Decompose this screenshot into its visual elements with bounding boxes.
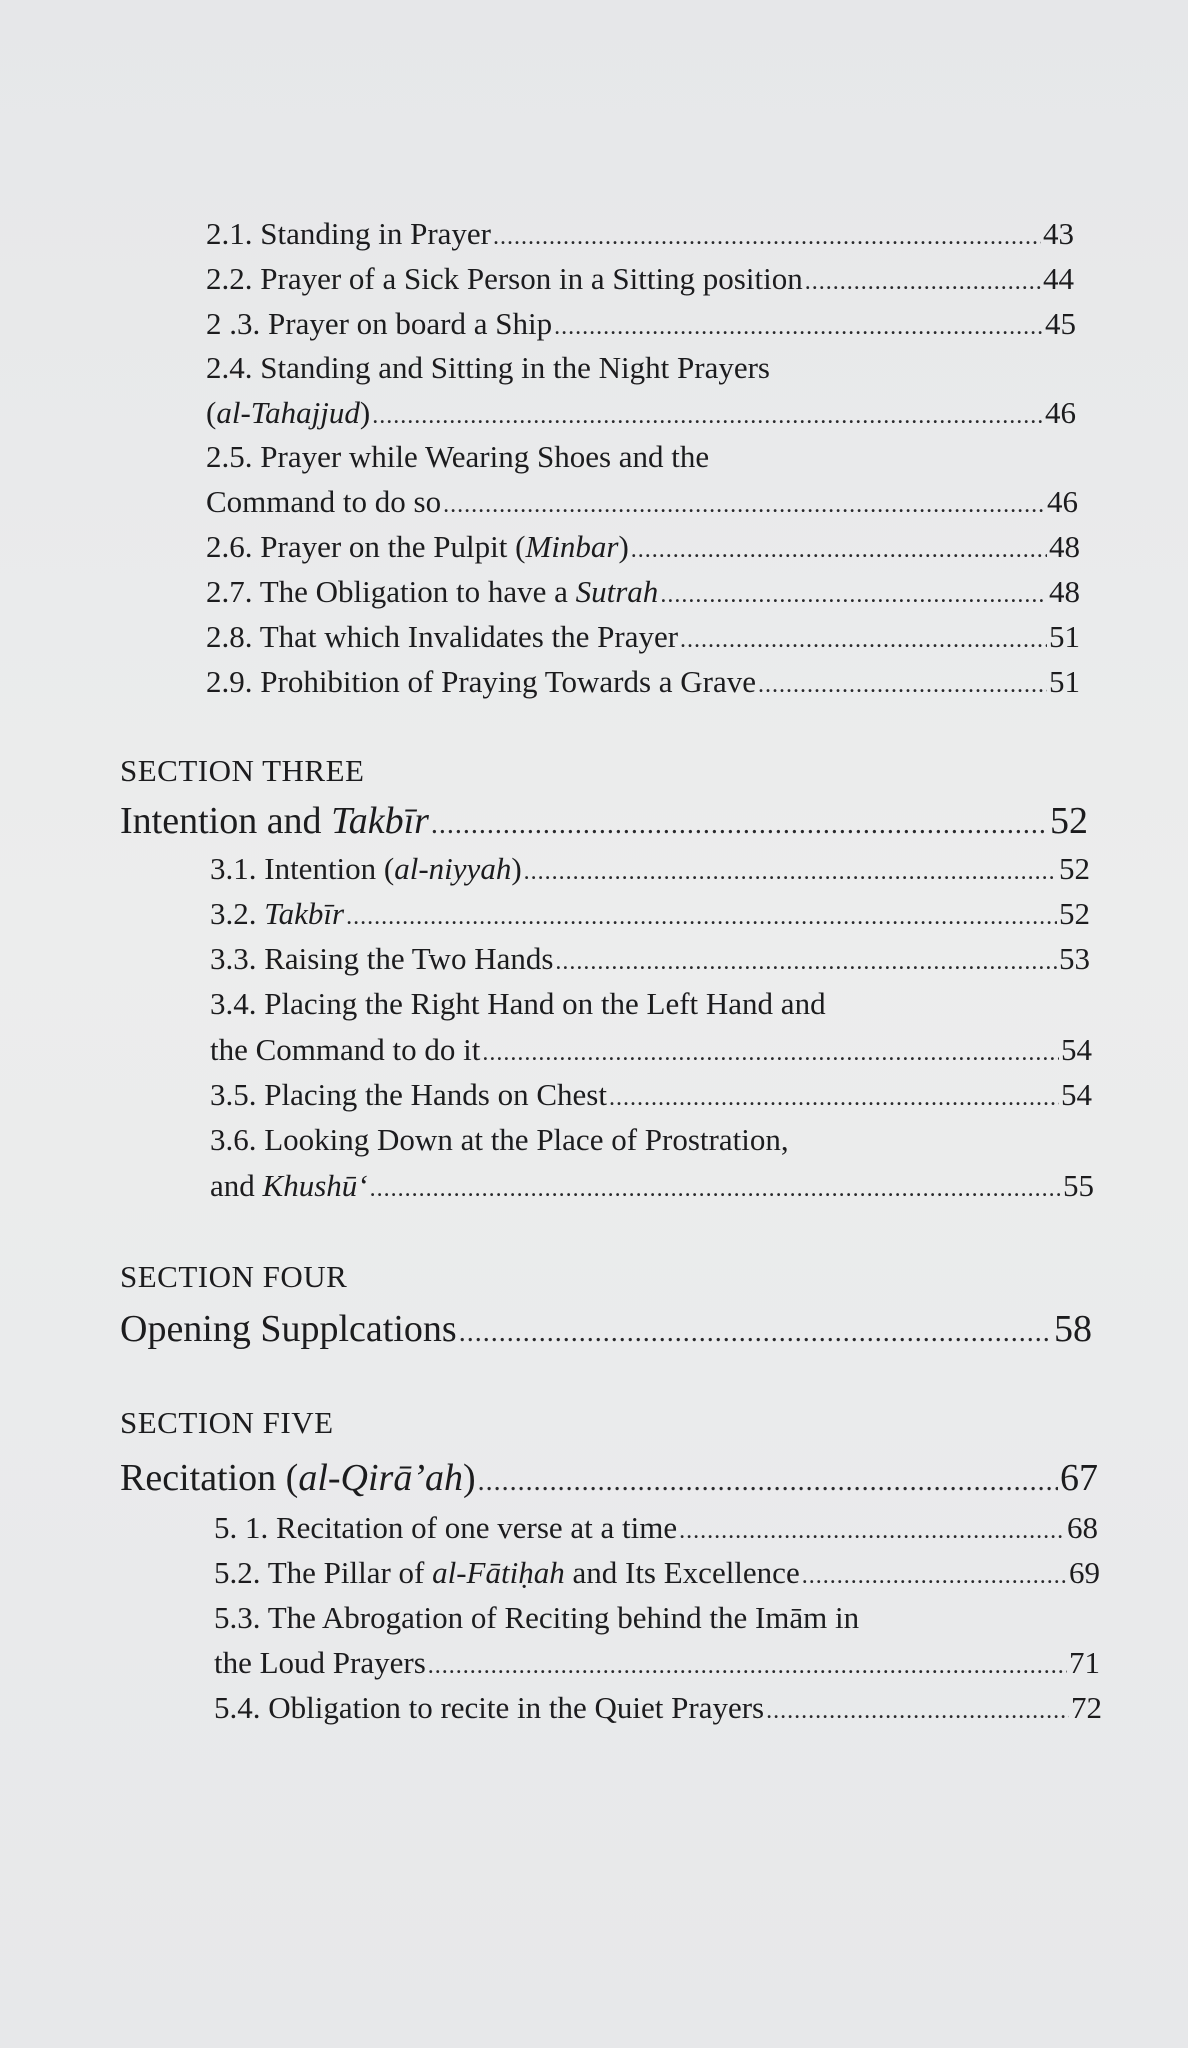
dot-leader [758, 665, 1047, 705]
toc-entry-2-8 [206, 617, 1080, 657]
entry-label: 2.2. Prayer of a Sick Person in a Sitting position [206, 261, 803, 296]
title-prefix: Recitation ( [120, 1457, 299, 1499]
toc-entry-2-1 [206, 214, 1074, 254]
toc-entry-2-2 [206, 259, 1074, 299]
page-number: 58 [1054, 1308, 1092, 1350]
toc-entry-2-7 [206, 572, 1080, 612]
page-number: 68 [1067, 1510, 1098, 1545]
dot-leader [555, 942, 1057, 982]
dot-leader [493, 217, 1041, 257]
page-number: 45 [1045, 306, 1076, 341]
page-number: 51 [1049, 619, 1080, 654]
dot-leader [478, 1458, 1058, 1506]
entry-label: 2 .3. Prayer on board a Ship [206, 306, 553, 341]
toc-entry-2-6 [206, 527, 1080, 567]
section-title [120, 1454, 476, 1502]
page-number: 48 [1049, 574, 1080, 609]
toc-entry-2-3 [206, 304, 1076, 344]
page-number: 54 [1061, 1032, 1092, 1067]
toc-entry-3-4 [210, 1030, 1092, 1070]
label-italic: al-Tahajjud [216, 395, 360, 430]
entry-label [206, 572, 658, 612]
entry-label [210, 1166, 368, 1206]
dot-leader [346, 897, 1057, 937]
entry-label [214, 1553, 800, 1593]
toc-entry-3-5 [210, 1075, 1092, 1115]
title-suffix: ) [463, 1457, 476, 1499]
title-italic: Takbīr [331, 800, 429, 842]
toc-entry-3-4-line1: 3.4. Placing the Right Hand on the Left Hand and [210, 986, 826, 1021]
section-five-heading: SECTION FIVE [120, 1405, 334, 1440]
toc-entry-3-6 [210, 1166, 1094, 1206]
title-prefix: Intention and [120, 800, 332, 842]
dot-leader [554, 307, 1043, 347]
label-suffix: ) [359, 395, 371, 430]
entry-label: Command to do so [206, 484, 442, 519]
page-number: 46 [1047, 484, 1078, 519]
dot-leader [609, 1078, 1059, 1118]
toc-entry-2-5-line1: 2.5. Prayer while Wearing Shoes and the [206, 439, 710, 474]
dot-leader [443, 485, 1045, 525]
page-number: 48 [1049, 529, 1080, 564]
toc-entry-5-3-line1: 5.3. The Abrogation of Reciting behind the Imām in [214, 1600, 860, 1635]
toc-entry-5-4 [214, 1688, 1102, 1728]
label-prefix: 3.1. Intention ( [210, 851, 395, 886]
dot-leader [660, 575, 1047, 615]
dot-leader [805, 262, 1041, 302]
toc-entry-5-1 [214, 1508, 1098, 1548]
label-italic: al-Fātiḥah [432, 1555, 565, 1590]
page-number: 71 [1069, 1645, 1100, 1680]
toc-entry-2-4 [206, 393, 1076, 433]
entry-label: 2.1. Standing in Prayer [206, 216, 491, 251]
page-number: 43 [1043, 216, 1074, 251]
section-four-heading: SECTION FOUR [120, 1259, 348, 1294]
section-five-title [120, 1454, 1098, 1502]
toc-entry-2-5 [206, 482, 1078, 522]
section-three-title [120, 797, 1088, 845]
toc-entry-2-4-line1: 2.4. Standing and Sitting in the Night Prayers [206, 350, 770, 385]
label-italic: Minbar [525, 529, 619, 564]
entry-label: 2.8. That which Invalidates the Prayer [206, 619, 679, 654]
toc-entry-3-1 [210, 849, 1090, 889]
page-number: 46 [1045, 395, 1076, 430]
page-number: 51 [1049, 664, 1080, 699]
toc-entry-5-3 [214, 1643, 1100, 1683]
page-number: 44 [1043, 261, 1074, 296]
label-italic: Khushū‘ [262, 1168, 368, 1203]
toc-entry-3-2 [210, 894, 1090, 934]
page-number: 52 [1059, 851, 1090, 886]
entry-label: 3.3. Raising the Two Hands [210, 941, 554, 976]
dot-leader [372, 396, 1043, 436]
toc-entry-3-6-line1: 3.6. Looking Down at the Place of Prostration, [210, 1122, 789, 1157]
label-suffix: and Its Excellence [564, 1555, 800, 1590]
label-italic: Sutrah [575, 574, 659, 609]
dot-leader [482, 1033, 1059, 1073]
toc-entry-5-2 [214, 1553, 1100, 1593]
dot-leader [428, 1646, 1067, 1686]
section-three-heading: SECTION THREE [120, 753, 365, 788]
dot-leader [524, 852, 1057, 892]
section-title: Opening Supplcations [120, 1308, 457, 1350]
entry-label: the Command to do it [210, 1032, 481, 1067]
label-italic: Takbīr [264, 896, 345, 931]
toc-entry-3-3 [210, 939, 1090, 979]
label-suffix: ) [511, 851, 522, 886]
label-italic: al-niyyah [394, 851, 512, 886]
label-prefix: 5.2. The Pillar of [214, 1555, 433, 1590]
entry-label [210, 894, 344, 934]
label-prefix: and [210, 1168, 263, 1203]
entry-label: the Loud Prayers [214, 1645, 426, 1680]
title-italic: al-Qirā’ah [298, 1457, 463, 1499]
section-four-title [120, 1305, 1092, 1353]
dot-leader [459, 1309, 1052, 1357]
entry-label [210, 849, 522, 889]
page-number: 54 [1061, 1077, 1092, 1112]
page-number: 52 [1050, 800, 1088, 842]
label-prefix: 2.6. Prayer on the Pulpit ( [206, 529, 526, 564]
dot-leader [431, 801, 1048, 849]
dot-leader [679, 1511, 1065, 1551]
entry-label: 5. 1. Recitation of one verse at a time [214, 1510, 678, 1545]
dot-leader [802, 1556, 1067, 1596]
page-number: 67 [1060, 1457, 1098, 1499]
entry-label [206, 393, 370, 433]
entry-label [206, 527, 629, 567]
dot-leader [631, 530, 1047, 570]
entry-label: 5.4. Obligation to recite in the Quiet Prayers [214, 1690, 765, 1725]
page-number: 53 [1059, 941, 1090, 976]
page-number: 52 [1059, 896, 1090, 931]
page-number: 69 [1069, 1555, 1100, 1590]
dot-leader [370, 1169, 1061, 1209]
label-prefix: 2.7. The Obligation to have a [206, 574, 576, 609]
section-title [120, 797, 429, 845]
page-number: 55 [1063, 1168, 1094, 1203]
dot-leader [680, 620, 1047, 660]
page-number: 72 [1071, 1690, 1102, 1725]
toc-entry-2-9 [206, 662, 1080, 702]
label-prefix: ( [206, 395, 217, 430]
dot-leader [766, 1691, 1069, 1731]
label-suffix: ) [618, 529, 629, 564]
entry-label: 3.5. Placing the Hands on Chest [210, 1077, 607, 1112]
label-prefix: 3.2. [210, 896, 265, 931]
entry-label: 2.9. Prohibition of Praying Towards a Grave [206, 664, 757, 699]
